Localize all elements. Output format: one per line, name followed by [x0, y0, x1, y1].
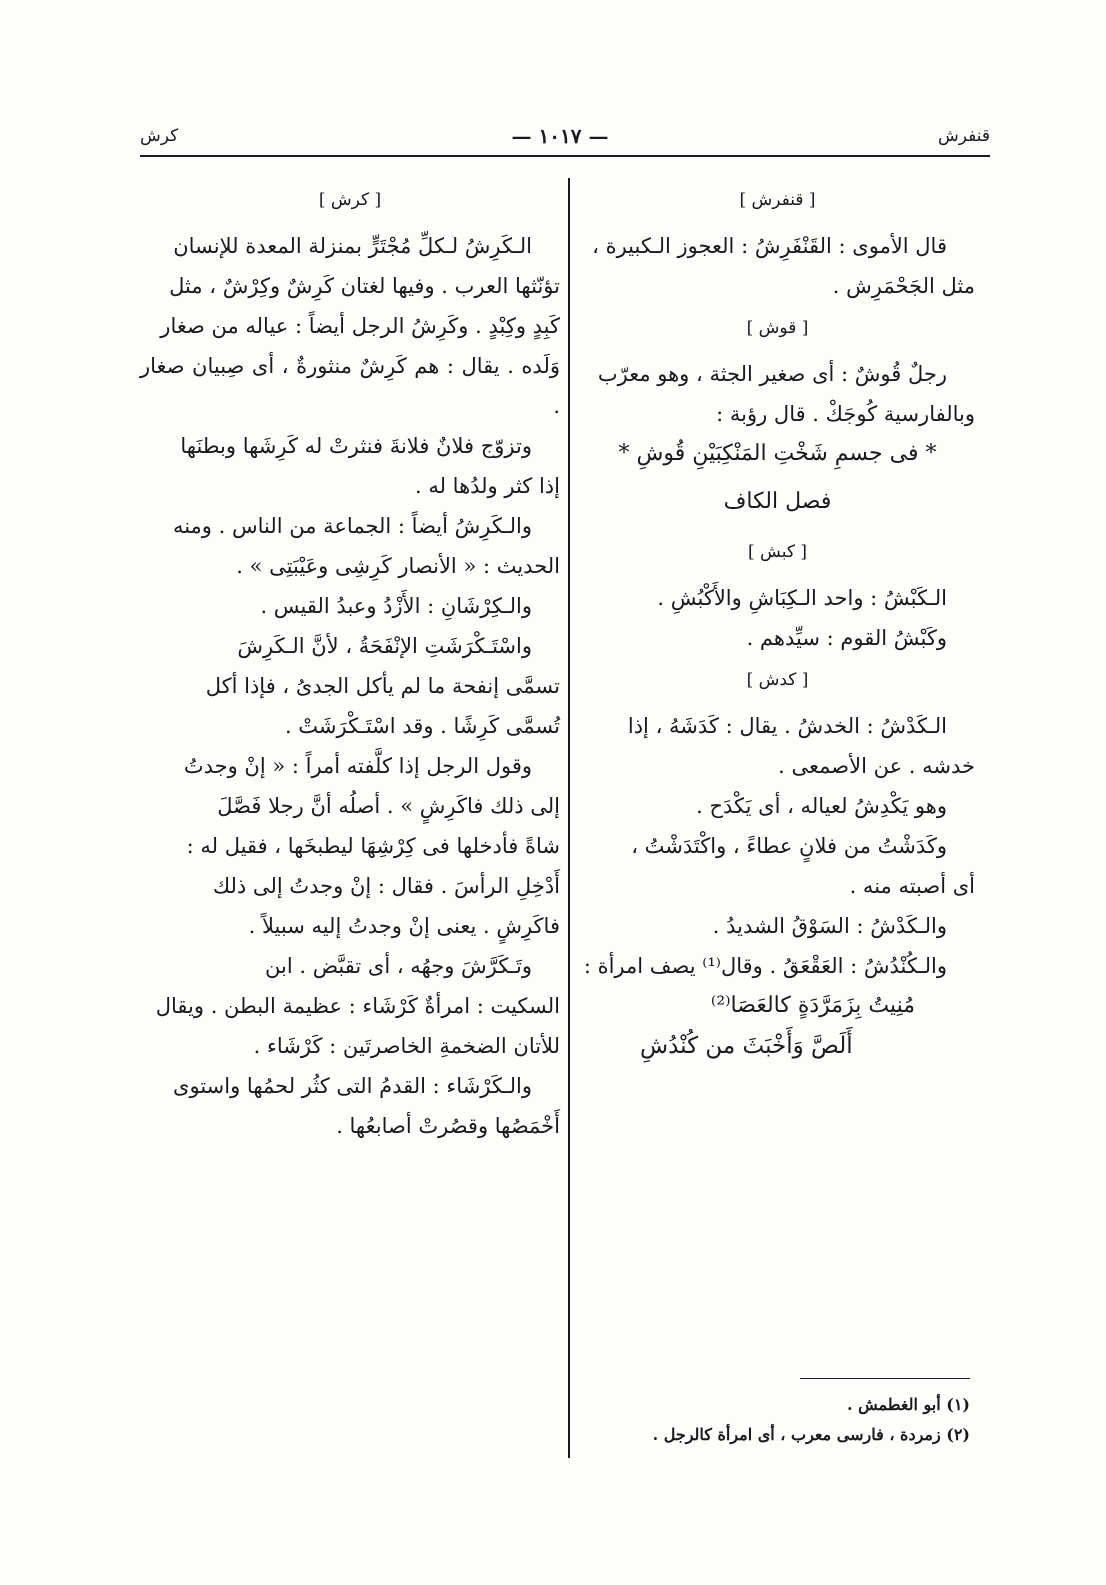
paragraph: والـكَرِشُ أيضاً : الجماعة من الناس . ومنه	[172, 514, 532, 538]
paragraph: أَخْمَصُها وقصُرتْ أصابعُها .	[336, 1114, 560, 1138]
left-column	[140, 178, 560, 1146]
paragraph: وهو يَكْدِشُ لعياله ، أى يَكْدَح .	[696, 794, 947, 818]
paragraph: وكَدَشْتُ من فلانٍ عطاءً ، واكْتَدَشْتُ ،	[631, 834, 947, 858]
verse: * فى جسمِ شَخْتِ المَنْكِبَيْنِ قُوشِ *	[618, 441, 937, 466]
running-head-left: كرش	[140, 126, 179, 146]
footnote: (١) أبو الغطمش .	[847, 1395, 970, 1414]
paragraph: الـكَرِشُ لـكلِّ مُجْتَرٍّ بمنزلة المعدة للإنسان	[173, 234, 532, 258]
entry-heading: [ قوش ]	[746, 318, 809, 338]
running-head-right: قنفرش	[938, 126, 990, 146]
column-divider	[568, 178, 570, 1458]
page-number: — ١٠١٧ —	[511, 124, 609, 148]
paragraph: أى أصبته منه .	[849, 874, 975, 898]
paragraph: شاةً فأدخلها فى كِرْشِهَا ليطبخَها ، فقيل له :	[186, 834, 560, 858]
paragraph: للأتان الضخمةِ الخاصرتَين : كَرْشَاء .	[253, 1034, 560, 1058]
paragraph: الحديث : « الأنصار كَرِشِى وعَيْبَتِى » .	[236, 554, 560, 578]
paragraph: قال الأموى : القَنْفَرِشُ : العجوز الـكبيرة ،	[592, 234, 947, 258]
paragraph: وقول الرجل إذا كلَّفته أمراً : « إنْ وجدتُ	[183, 754, 532, 778]
paragraph: تسمَّى إنفحة ما لم يأكل الجدىُ ، فإذا أكل	[205, 674, 560, 698]
paragraph: مثل الجَحْمَرِش .	[832, 274, 975, 298]
verse-hemistich-2: أَلَصَّ وَأَخْبَثَ من كُنْدُشِ	[640, 1033, 853, 1059]
paragraph: وتَـكَرَّشَ وجهُه ، أى تقبَّض . ابن	[265, 954, 532, 978]
paragraph: إلى ذلك فاكَرِشٍ » . أصلُه أنَّ رجلا فَصَّلَ	[217, 794, 560, 818]
paragraph: واسْتَـكْرَشَتِ الإنْفَحَةُ ، لأنَّ الـكَرِشَ	[237, 634, 532, 658]
paragraph: والـكِرْشَانِ : الأَزْدُ وعبدُ القيس .	[260, 594, 532, 618]
footnote: (٢) زمردة ، فارسى معرب ، أى امرأة كالرجل .	[652, 1425, 970, 1444]
paragraph: تؤنّثها العرب . وفيها لغتان كَرِشٌ وكِرْشٌ ، مثل	[169, 274, 560, 298]
paragraph: كَبِدٍ وكِبْدٍ . وكَرِشُ الرجل أيضاً : عياله من صغار	[160, 314, 560, 338]
paragraph: والـكَدْشُ : السَوْقُ الشديدُ .	[712, 914, 947, 938]
verse-hemistich-1: مُنِيتُ بِزَمَرَّدَةٍ كالعَصَا⁽²⁾	[710, 993, 915, 1018]
entry-heading: [ كبش ]	[748, 542, 807, 562]
entry-heading: [ كدش ]	[746, 670, 809, 690]
paragraph: والـكُنْدُشُ : العَقْعَقُ . وقال⁽¹⁾ يصف امرأة :	[583, 954, 947, 978]
paragraph: الـكَبْشُ : واحد الـكِبَاشِ والأَكْبُشِ .	[657, 586, 947, 610]
paragraph: رجلٌ قُوشٌ : أى صغير الجثة ، وهو معرّب	[597, 362, 947, 386]
paragraph: والـكَرْشَاء : القدمُ التى كثُر لحمُها واستوى	[173, 1074, 532, 1098]
paragraph: وبالفارسية كُوجَكْ . قال رؤبة :	[716, 402, 975, 426]
paragraph: وَلَده . يقال : هم كَرِشٌ منثورةٌ ، أى صِبيان صغار .	[140, 354, 560, 418]
paragraph: إذا كثر ولدُها له .	[414, 474, 560, 498]
paragraph: خدشه . عن الأصمعى .	[778, 754, 975, 778]
section-title: فصل الكاف	[723, 489, 832, 514]
right-column	[580, 178, 975, 1066]
footnotes	[580, 1390, 970, 1450]
header-rule	[140, 155, 990, 157]
footnote-rule	[800, 1378, 970, 1379]
entry-heading: [ كرش ]	[318, 190, 382, 210]
paragraph: الـكَدْشُ : الخدشُ . يقال : كَدَشَهُ ، إذا	[627, 714, 947, 738]
paragraph: فاكَرِشٍ . يعنى إنْ وجدتُ إليه سبيلاً .	[248, 914, 560, 938]
entry-heading: [ قنفرش ]	[739, 190, 816, 210]
paragraph: وكَبْشُ القوم : سيِّدهم .	[746, 626, 947, 650]
paragraph: تُسمَّى كَرِشًا . وقد اسْتَـكْرَشَتْ .	[284, 714, 560, 738]
paragraph: وتزوّج فلانٌ فلانةَ فنثرتْ له كَرِشَها وبطنَها	[180, 434, 532, 458]
paragraph: أَدْخِلِ الرأسَ . فقال : إنْ وجدتُ إلى ذلك	[212, 874, 560, 898]
paragraph: السكيت : امرأةٌ كَرْشَاء : عظيمة البطن . ويقال	[155, 994, 560, 1018]
